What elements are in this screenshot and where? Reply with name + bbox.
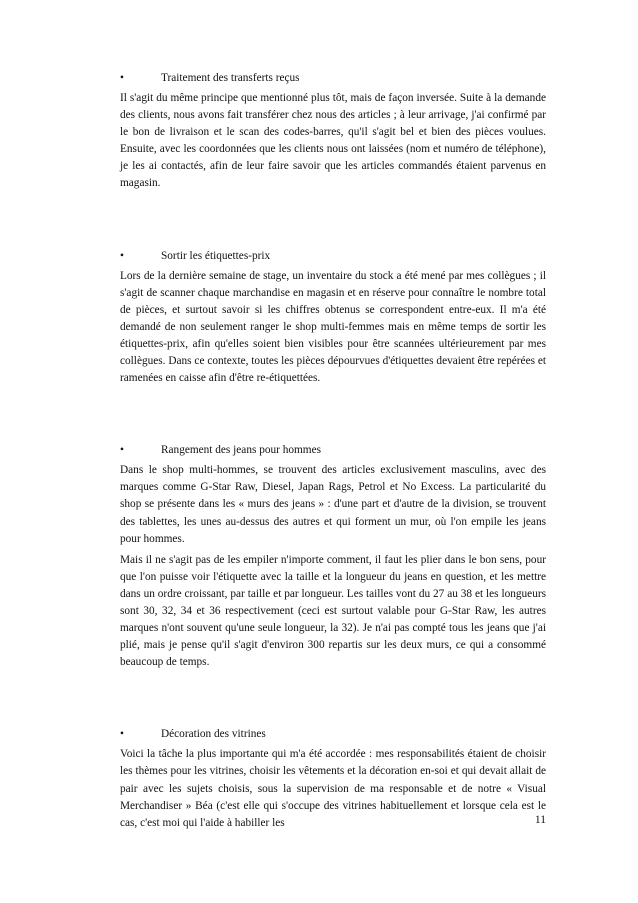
- section-title: Décoration des vitrines: [161, 728, 266, 741]
- section-heading: [120, 726, 546, 742]
- page-content: [120, 70, 546, 832]
- section-title: Sortir les étiquettes-prix: [161, 249, 271, 262]
- bullet-icon: •: [120, 72, 124, 84]
- page-number: 11: [534, 814, 546, 826]
- bullet-icon: •: [120, 444, 124, 457]
- section-vitrines: [120, 726, 546, 831]
- paragraph: Mais il ne s'agit pas de les empiler n'importe comment, il faut les plier dans le bon sens, pour que l'on puisse voir l'étiquette avec la taille et la longueur du jeans en question, et les mettre dans un ordre croissant, par taille et par longueur. Les tailles vont du 27 au 38 et les longueurs sont 30, 32, 34 et 36 respectivement (ceci est surtout valable pour G-Star Raw, les autres marques n'ont souvent qu'une seule longueur, la 32). Je n'ai pas compté tous les jeans que j'ai plié, mais je pense qu'il s'agit d'environ 300 repartis sur les deux murs, ce qui a consommé beaucoup de temps.: [120, 553, 546, 669]
- bullet-icon: •: [120, 728, 124, 741]
- section-jeans: [120, 442, 546, 671]
- section-transferts: [120, 70, 546, 193]
- paragraph: Dans le shop multi-hommes, se trouvent des articles exclusivement masculins, avec des marques comme G-Star Raw, Diesel, Japan Rags, Petrol et No Excess. La particularité du shop se présente dans les « murs des jeans » : d'une part et d'autre de la division, se trouvent des tablettes, les unes au-dessus des autres et qui forment un mur, où l'on empile les jeans pour hommes.: [120, 464, 546, 545]
- section-heading: [120, 70, 546, 86]
- section-title: Traitement des transferts reçus: [161, 72, 300, 84]
- paragraph: Il s'agit du même principe que mentionné plus tôt, mais de façon inversée. Suite à la demande des clients, nous avons fait transférer chez nous des articles ; à leur arrivage, j'ai confirmé par le bon de livraison et le scan des codes-barres, qu'il s'agit bel et bien des pièces voulues. Ensuite, avec les coordonnées que les clients nous ont laissées (nom et numéro de téléphone), je les ai contactés, afin de leur faire savoir que les articles commandés étaient parvenus en magasin.: [120, 92, 546, 190]
- section-heading: [120, 248, 546, 264]
- section-etiquettes: [120, 248, 546, 388]
- section-title: Rangement des jeans pour hommes: [161, 444, 322, 457]
- paragraph: Lors de la dernière semaine de stage, un inventaire du stock a été mené par mes collègues ; il s'agit de scanner chaque marchandise en magasin et en réserve pour connaître le nombre total de pièces, et surtout savoir si les chiffres obtenus se correspondent entre-eux. Il m'a été demandé de non seulement ranger le shop multi-femmes mais en même temps de sortir les étiquettes-prix, afin qu'elles soient bien visibles pour être scannées ultérieurement par mes collègues. Dans ce contexte, toutes les pièces dépourvues d'étiquettes devaient être repérées et ramenées en caisse afin d'être re-étiquettées.: [120, 269, 546, 385]
- section-heading: [120, 442, 546, 458]
- bullet-icon: •: [120, 249, 124, 262]
- paragraph: Voici la tâche la plus importante qui m'a été accordée : mes responsabilités étaient de choisir les thèmes pour les vitrines, choisir les vêtements et la décoration en-soi et qui devait allait de pair avec les sujets choisis, sous la supervision de ma responsable et de notre « Visual Merchandiser » Béa (c'est elle qui s'occupe des vitrines habituellement et lorsque cela est le cas, c'est moi qui l'aide à habiller les: [120, 748, 546, 829]
